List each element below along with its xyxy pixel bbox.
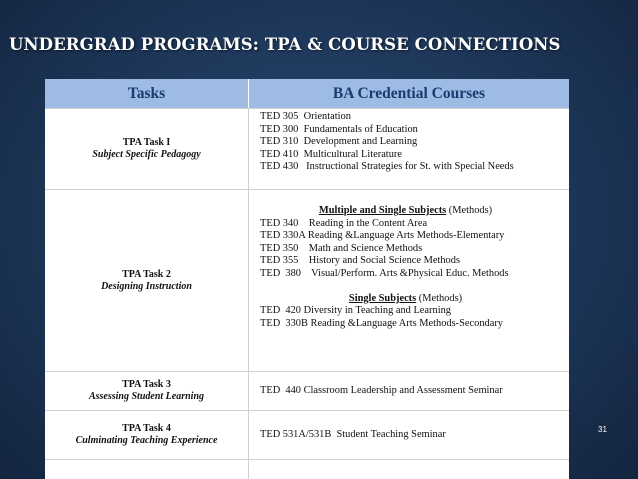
task-subtitle: Subject Specific Pedagogy: [92, 149, 201, 160]
task-subtitle: Culminating Teaching Experience: [75, 435, 218, 446]
tpa-course-table: [45, 79, 569, 479]
course-line: TED 420 Diversity in Teaching and Learning: [260, 305, 451, 317]
course-line: TED 300 Fundamentals of Education: [260, 123, 418, 135]
course-line: TED 330B Reading &Language Arts Methods-Secondary: [260, 317, 503, 329]
task-name: TPA Task 3: [122, 379, 171, 390]
page-number: 31: [598, 425, 607, 434]
course-line: TED 410 Multicultural Literature: [260, 148, 402, 160]
task-name: TPA Task 4: [122, 423, 171, 434]
courses-cell-4: [249, 410, 569, 459]
section-heading-suffix: (Methods): [416, 292, 463, 304]
course-line: TED 330A Reading &Language Arts Methods-Elementary: [260, 230, 505, 242]
blank-cell: [45, 459, 249, 479]
task-cell-2: [45, 189, 249, 371]
section-heading-suffix: (Methods): [446, 205, 493, 216]
task-subtitle: Assessing Student Learning: [88, 391, 205, 402]
courses-cell-1: [249, 108, 569, 189]
task-cell-3: [45, 371, 249, 410]
header-ba-credential-courses: BA Credential Courses: [249, 79, 569, 108]
task-name: TPA Task 2: [122, 268, 171, 280]
course-line: TED 310 Development and Learning: [260, 136, 418, 148]
section-heading-label: Single Subjects: [348, 292, 417, 304]
course-line: TED 305 Orientation: [260, 111, 351, 122]
courses-cell-2: [249, 189, 569, 371]
slide-title: UNDERGRAD PROGRAMS: TPA & COURSE CONNECTIONS: [9, 35, 561, 54]
course-line: TED 531A/531B Student Teaching Seminar: [260, 428, 446, 440]
course-line: TED 350 Math and Science Methods: [260, 242, 423, 254]
blank-cell: [249, 459, 569, 479]
section-heading-multiple-single: [260, 205, 569, 218]
task-name: TPA Task I: [122, 137, 171, 148]
courses-cell-3: [249, 371, 569, 410]
course-line: TED 440 Classroom Leadership and Assessment Seminar: [260, 384, 503, 396]
header-tasks: Tasks: [45, 79, 249, 108]
task-cell-4: [45, 410, 249, 459]
section-heading-single: [260, 293, 569, 306]
course-line: TED 430 Instructional Strategies for St. with Special Needs: [260, 161, 514, 173]
course-line: TED 380 Visual/Perform. Arts &Physical Educ. Methods: [260, 267, 509, 279]
course-line: TED 355 History and Social Science Methods: [260, 255, 460, 267]
section-heading-label: Multiple and Single Subjects: [318, 205, 447, 216]
course-line: TED 340 Reading in the Content Area: [260, 217, 428, 229]
task-subtitle: Designing Instruction: [101, 280, 192, 292]
task-cell-1: [45, 108, 249, 189]
